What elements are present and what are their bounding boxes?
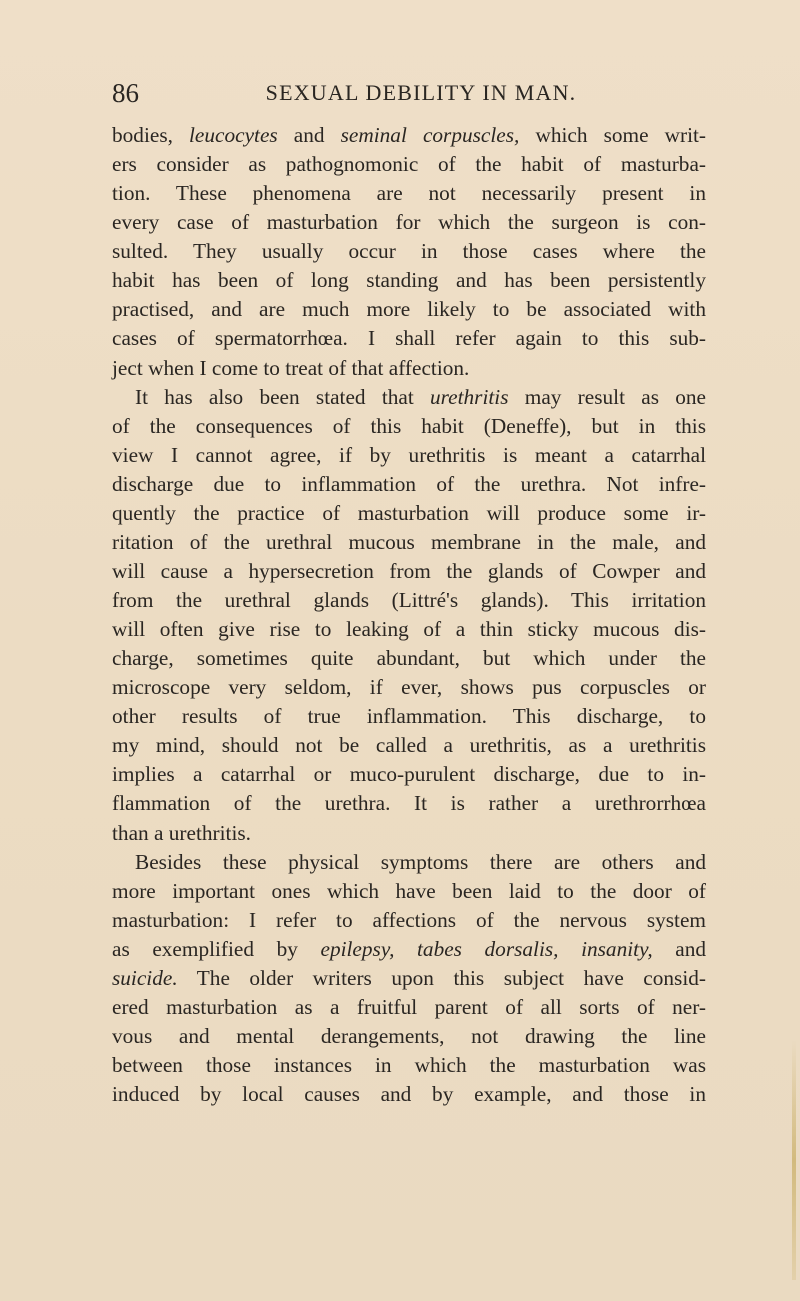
italic-term: suicide. [112,965,178,990]
text-line [112,935,706,964]
text-segment: quently the practice of masturbation will produce some ir- [112,500,706,525]
text-line [112,760,706,789]
italic-term: urethritis [430,384,509,409]
text-segment: habit has been of long standing and has been persistently [112,268,706,293]
text-segment: flammation of the urethra. It is rather a urethrorrhœa [112,791,706,816]
body-text [112,121,706,1109]
text-line [112,383,706,412]
text-line [112,906,706,935]
text-line [112,1022,706,1051]
text-segment: will cause a hypersecretion from the glands of Cowper and [112,558,706,583]
text-segment: and [652,936,707,961]
text-segment: tion. These phenomena are not necessarily present in [112,181,706,206]
text-line [112,354,706,383]
text-line [112,731,706,760]
text-segment: more important ones which have been laid to the door of [112,878,706,903]
text-line [112,993,706,1022]
text-line [112,499,706,528]
text-line [112,179,706,208]
text-segment: induced by local causes and by example, and those in [112,1082,706,1107]
text-segment: practised, and are much more likely to be associated with [112,297,706,322]
text-line [112,441,706,470]
text-line [112,615,706,644]
text-line [112,266,706,295]
text-line [112,1080,706,1109]
text-line [112,324,706,353]
text-segment: vous and mental derangements, not drawing the line [112,1023,706,1048]
text-line [112,1051,706,1080]
text-segment: masturbation: I refer to affections of the nervous system [112,907,706,932]
text-segment: than a urethritis. [112,820,251,845]
text-segment: other results of true inflammation. This discharge, to [112,704,706,729]
text-segment: ered masturbation as a fruitful parent of all sorts of ner- [112,994,706,1019]
text-line [112,528,706,557]
text-segment: which some writ- [519,123,707,147]
text-line [112,964,706,993]
text-segment: ject when I come to treat of that affection. [112,355,470,380]
text-segment: ritation of the urethral mucous membrane in the male, and [112,529,706,554]
text-segment: of the consequences of this habit (Deneffe), but in this [112,413,706,438]
text-line [112,121,706,150]
italic-term: seminal corpuscles, [340,123,520,147]
text-line [112,237,706,266]
text-segment: from the urethral glands (Littré's glands). This irritation [112,588,706,612]
text-line [112,150,706,179]
text-segment: as exemplified by [112,936,321,961]
text-segment: cases of spermatorrhœa. I shall refer again to this sub- [112,326,706,351]
text-segment: my mind, should not be called a urethritis, as a urethritis [112,733,706,758]
text-line [112,412,706,441]
running-head: SEXUAL DEBILITY IN MAN. [265,80,577,105]
text-segment: ers consider as pathognomonic of the habit of masturba- [112,152,706,177]
page-number: 86 [112,78,139,108]
text-segment: It has also been stated that [135,384,431,409]
text-segment: will often give rise to leaking of a thin sticky mucous dis- [112,617,706,642]
text-segment: microscope very seldom, if ever, shows pus corpuscles or [112,675,706,700]
text-segment: and [277,123,341,147]
text-line [112,208,706,237]
page-edge-stain [792,1040,796,1280]
text-segment: bodies, [112,123,190,147]
italic-term: epilepsy, tabes dorsalis, insanity, [320,936,653,961]
italic-term: leucocytes [189,123,278,147]
text-line [112,789,706,818]
text-segment: charge, sometimes quite abundant, but which under the [112,646,706,671]
text-segment: every case of masturbation for which the surgeon is con- [112,210,706,235]
text-segment: discharge due to inflammation of the urethra. Not infre- [112,471,706,496]
text-line [112,644,706,673]
text-line [112,557,706,586]
text-segment: view I cannot agree, if by urethritis is meant a catarrhal [112,442,706,467]
text-line [112,848,706,877]
page-header [112,75,702,111]
text-line [112,586,706,615]
text-line [112,295,706,324]
text-line [112,470,706,499]
text-line [112,702,706,731]
text-segment: Besides these physical symptoms there are others and [135,849,706,874]
text-segment: sulted. They usually occur in those cases where the [112,239,706,264]
text-segment: The older writers upon this subject have consid- [177,965,706,990]
text-line [112,819,706,848]
text-line [112,877,706,906]
text-segment: may result as one [508,384,706,409]
text-segment: between those instances in which the masturbation was [112,1053,706,1077]
text-segment: implies a catarrhal or muco-purulent discharge, due to in- [112,762,706,787]
text-line [112,673,706,702]
